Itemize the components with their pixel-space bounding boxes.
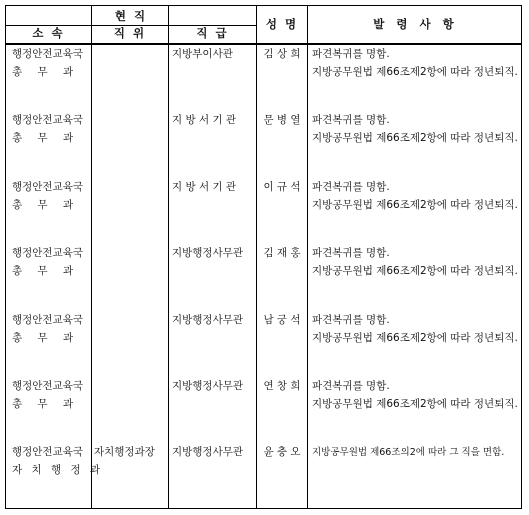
row-affiliation: 행정안전교육국 [12,380,84,392]
row-grade: 지방행정사무관 [172,380,244,392]
row-order-line-2: 지방공무원법 제66조제2항에 따라 정년퇴직. [312,332,518,344]
row-order-line-1: 파견복귀를 명함. [312,247,390,259]
row-department: 총 무 과 [12,265,80,277]
row-affiliation: 행정안전교육국 [12,181,84,193]
row-department: 자 치 행 정 과 [12,464,104,476]
row-position: 자치행정과장 [94,446,155,458]
row-grade: 지방행정사무관 [172,247,244,259]
row-name: 김 상 희 [263,48,301,60]
row-order-line-2: 지방공무원법 제66조제2항에 따라 정년퇴직. [312,132,518,144]
header-bottom-border [6,43,521,45]
row-grade: 지방행정사무관 [172,314,244,326]
header-name: 성 명 [265,17,299,31]
row-order-line-2: 지방공무원법 제66조제2항에 따라 정년퇴직. [312,265,518,277]
row-order-line-1: 파견복귀를 명함. [312,114,390,126]
row-department: 총 무 과 [12,66,80,78]
row-order-line-1: 파견복귀를 명함. [312,181,390,193]
row-name: 문 병 열 [263,114,301,126]
row-department: 총 무 과 [12,398,80,410]
row-name: 연 창 희 [263,380,301,392]
row-grade: 지방부이사관 [172,48,233,60]
row-affiliation: 행정안전교육국 [12,446,84,458]
row-department: 총 무 과 [12,332,80,344]
row-order-line-1: 파견복귀를 명함. [312,314,390,326]
row-affiliation: 행정안전교육국 [12,114,84,126]
header-grade: 직 급 [196,26,229,40]
row-order-line-2: 지방공무원법 제66조제2항에 따라 정년퇴직. [312,66,518,78]
column-divider [307,6,308,508]
row-department: 총 무 과 [12,199,80,211]
header-position: 직 위 [113,26,147,40]
row-grade: 지방행정사무관 [172,446,244,458]
row-grade: 지 방 서 기 관 [172,114,237,126]
row-affiliation: 행정안전교육국 [12,48,84,60]
row-name: 남 궁 석 [263,314,301,326]
row-order-line-1: 파견복귀를 명함. [312,380,390,392]
column-divider [168,6,169,508]
row-order-line-1: 지방공무원법 제66조의2에 따라 그 직을 면함. [312,447,505,458]
row-grade: 지 방 서 기 관 [172,181,237,193]
row-affiliation: 행정안전교육국 [12,314,84,326]
row-order-line-2: 지방공무원법 제66조제2항에 따라 정년퇴직. [312,398,518,410]
header-current-post: 현 직 [114,9,148,23]
row-name: 윤 충 오 [263,446,301,458]
column-divider [91,6,92,508]
row-affiliation: 행정안전교육국 [12,247,84,259]
header-order: 발 령 사 항 [373,17,458,31]
row-name: 이 규 석 [263,181,301,193]
row-order-line-1: 파견복귀를 명함. [312,48,390,60]
row-department: 총 무 과 [12,132,80,144]
personnel-order-table [5,5,522,509]
row-name: 김 재 홍 [263,247,301,259]
row-order-line-2: 지방공무원법 제66조제2항에 따라 정년퇴직. [312,199,518,211]
header-affiliation: 소 속 [32,26,65,40]
